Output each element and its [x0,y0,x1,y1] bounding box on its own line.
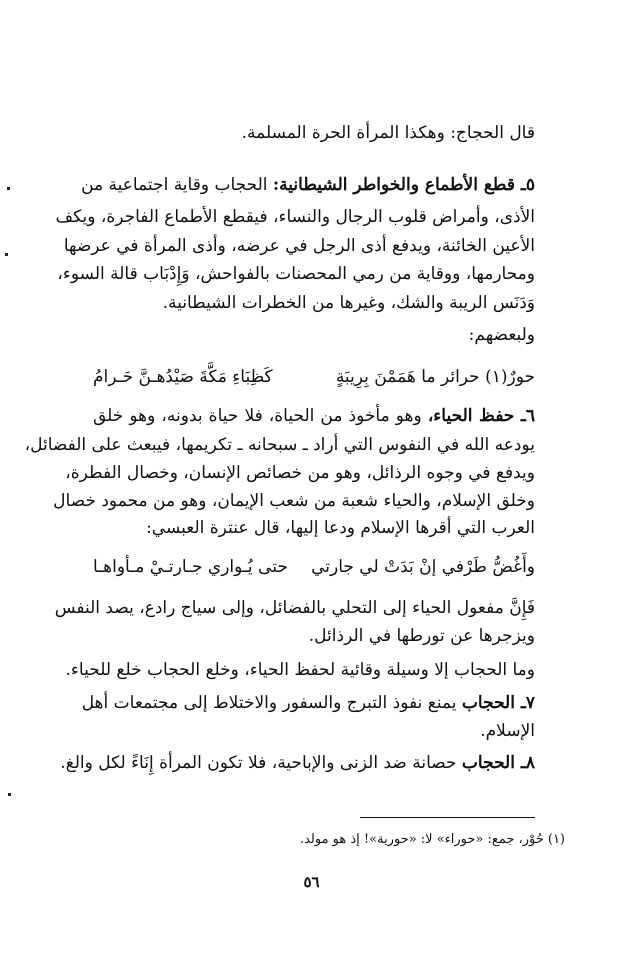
para5-line1 [81,173,535,197]
verse-1-second-hemistich: كَظِبَاءِ مَكَّةَ صَيْدُهـنَّ حَـرامُ [93,367,273,387]
footnote-rule [360,817,535,818]
para8-line1 [60,751,535,775]
para8-line1-text: حصانة ضد الزنى والإباحية، فلا تكون المرأة إِنَاءً لكل والغ. [60,753,457,773]
para6-line1 [93,404,535,428]
para-waseela: وما الحجاب إلا وسيلة وقائية لحفظ الحياء، وخلع الحجاب خلع للحياء. [65,660,535,680]
para5-line3: الأعين الخائنة، ويدفع أذى الرجل في عرضه، وأذى المرأة في عرضها [63,236,535,256]
para5-line4: ومحارمها، ووقاية من رمي المحصنات بالفواحش، وَإِدْبَاب قالة السوء، [57,264,535,284]
footnote: (١) حُوْر، جمع: «حوراء» لا: «حورية»! إذ هو مولد. [299,832,565,847]
para-after-line1: فَإِنَّ مفعول الحياء إلى التحلي بالفضائل، وإلى سياج رادع، يصد النفس [54,598,535,618]
para5-line5: وَدَنَس الريبة والشك، وغيرها من الخطرات الشيطانية. [162,293,535,313]
para7-heading: ٧ـ الحجاب [461,693,535,713]
verse-2-first-hemistich: وأَغُضُّ طَرْفي إنْ بَدَتْ لي جارتي [311,557,535,577]
para6-heading: ٦ـ حفظ الحياء، [427,406,536,426]
para5-line1-text: الحجاب وقاية اجتماعية من [81,175,268,195]
para6-line5: العرب التي أقرها الإسلام ودعا إليها، قال عنترة العبسي: [146,518,535,538]
intro-line: قال الحجاج: وهكذا المرأة الحرة المسلمة. [241,123,535,143]
scan-dot [8,793,11,796]
page-number: ٥٦ [303,873,320,891]
para-after-line2: ويزجرها عن تورطها في الرذائل. [308,626,535,646]
verse-1-first-hemistich: حورٌ(١) حرائر ما هَمَمْنَ بِرِيبَةٍ [335,367,535,387]
para5-heading: ٥ـ قطع الأطماع والخواطر الشيطانية: [272,175,535,195]
para6-line3: ويدفع في وجوه الرذائل، وهو من خصائص الإنسان، وخصال الفطرة، [65,463,535,483]
scan-dot [7,187,10,190]
para7-line1-text: يمنع نفوذ التبرج والسفور والاختلاط إلى مجتمعات أهل [81,693,457,713]
para6-line2: يودعه الله في النفوس التي أراد ـ سبحانه ـ تكريمها، فيبعث على الفضائل، [24,435,535,455]
para7-line1 [81,691,535,715]
para5-line2: الأذى، وأمراض قلوب الرجال والنساء، فيقطع الأطماع الفاجرة، ويكف [55,207,535,227]
verse-2-second-hemistich: حتى يُـواري جـارتـيْ مـأواهـا [93,557,288,577]
para6-line1-text: وهو مأخوذ من الحياة، فلا حياة بدونه، وهو خلق [93,406,422,426]
verse-intro: ولبعضهم: [468,325,535,345]
para6-line4: وخلق الإسلام، والحياء شعبة من شعب الإيمان، وهو من محمود خصال [53,491,535,511]
scan-dot [5,253,8,256]
para7-line2: الإسلام. [480,721,535,741]
para8-heading: ٨ـ الحجاب [461,753,535,773]
